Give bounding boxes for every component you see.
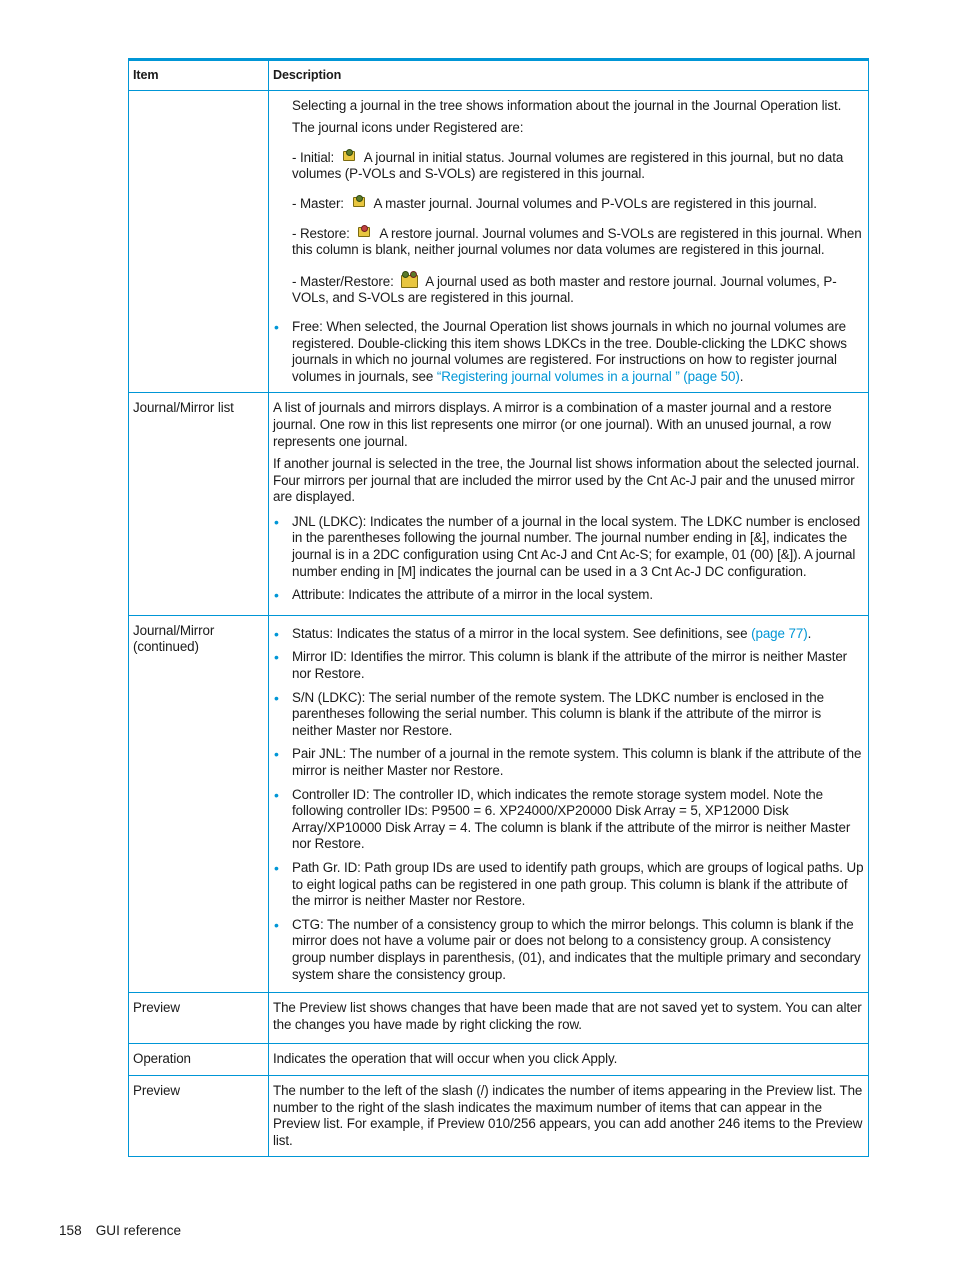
bullet-icon: • [274,859,279,876]
cross-reference-link[interactable]: (page 77) [751,625,808,641]
icon-label: - Initial: [292,149,335,165]
list-item [273,690,864,740]
bullet-icon: • [274,916,279,933]
table-header-row [129,60,869,91]
page-number: 158 [59,1223,82,1238]
section-title: GUI reference [95,1223,182,1238]
list-item-text: Status: Indicates the status of a mirror in the local system. See definitions, see [292,625,748,641]
bullet-icon: • [274,587,279,604]
bullet-icon: • [274,786,279,803]
icon-description: A journal used as both master and restore journal. Journal volumes, P-VOLs, and S-VOLs are registered in this journal. [292,273,837,306]
icon-description: A master journal. Journal volumes and P-VOLs are registered in this journal. [373,195,817,211]
table-row [129,1044,869,1076]
list-item-text: Attribute: Indicates the attribute of a mirror in the local system. [292,587,653,603]
bullet-icon: • [274,318,279,335]
bullet-list [273,514,864,604]
table-row [129,90,869,393]
list-item-text: S/N (LDKC): The serial number of the remote system. The LDKC number is enclosed in the parentheses following the serial number. This column is blank if the attribute of the mirror is neither Master nor Restore. [292,689,824,738]
icon-description: A restore journal. Journal volumes and S-VOLs are registered in this journal. When this column is blank, neither journal volumes nor data volumes are registered in this journal. [292,225,862,258]
item-cell: Preview [129,993,269,1044]
description-cell [269,393,869,616]
list-item-text: JNL (LDKC): Indicates the number of a journal in the local system. The LDKC number is enclosed in the parentheses following the journal number. The journal number ending in [&], indicates the journal is in a 2DC configuration using Cnt Ac-J and Cnt Ac-S; for example, 01 (00) [&]). A journal number ending in [M] indicates the journal can be used in a 3 Cnt Ac-J DC configuration. [292,513,861,579]
list-item [273,319,864,385]
icon-definition-restore [273,225,864,259]
paragraph: The journal icons under Registered are: [292,120,524,136]
bullet-icon: • [274,746,279,763]
table-row [129,615,869,992]
item-cell: Journal/Mirror list [129,393,269,616]
bullet-icon: • [274,625,279,642]
journal-initial-icon [342,149,357,163]
bullet-icon: • [274,689,279,706]
table-row [129,1075,869,1156]
journal-master-icon [352,195,367,209]
list-item-end: . [739,368,744,384]
list-item-text: Path Gr. ID: Path group IDs are used to identify path groups, which are groups of logical paths. Up to eight logical paths can be registered in one path group. This column is blank if the attribute of the mirror is neither Master nor Restore. [292,859,864,909]
list-item [273,917,864,983]
description-cell: The Preview list shows changes that have been made that are not saved yet to system. You can alter the changes you have made by right clicking the row. [269,993,869,1044]
icon-description: A journal in initial status. Journal volumes are registered in this journal, but no data volumes (P-VOLs and S-VOLs) are registered in this journal. [292,149,844,182]
item-cell: Operation [129,1044,269,1076]
list-item-text: Free: When selected, the Journal Operation list shows journals in which no journal volumes are registered. Double-clicking this item shows LDKCs in the tree. Double-clicking the LDKC shows journals in which no journal volumes are registered. For instructions on how to register journal volumes in journals, see [292,318,847,384]
paragraph: A list of journals and mirrors displays. A mirror is a combination of a master journal and a restore journal. One row in this list represents one mirror (or one journal). With an unused journal, a row represents one journal. [273,400,832,449]
icon-definition-master [273,195,864,213]
item-cell [129,90,269,393]
list-item [273,787,864,853]
column-header-item: Item [129,60,269,91]
bullet-icon: • [274,649,279,666]
list-item [273,587,864,604]
list-item [273,649,864,682]
list-item-text: Mirror ID: Identifies the mirror. This column is blank if the attribute of the mirror is neither Master nor Restore. [292,649,848,682]
gui-reference-table [128,58,869,1157]
bullet-list [273,319,864,385]
icon-label: - Restore: [292,225,350,241]
item-cell: Preview [129,1075,269,1156]
list-item-text: Controller ID: The controller ID, which indicates the remote storage system model. Note the following controller IDs: P9500 = 6. XP24000/XP20000 Disk Array = 5, XP12000 Disk Array/XP10000 Disk Array = 4. The column is blank if the attribute of the mirror is neither Master nor Restore. [292,786,851,852]
list-item [273,514,864,580]
list-item-text: CTG: The number of a consistency group to which the mirror belongs. This column is blank if the mirror does not have a volume pair or does not belong to a consistency group. A consistency group number displays in parenthesis, (01), and indicates that the multiple primary and secondary system share the consistency group. [292,916,861,982]
cross-reference-link[interactable]: “Registering journal volumes in a journal ” (page 50) [436,368,740,384]
list-item [273,860,864,910]
description-cell [269,90,869,393]
table-row [129,993,869,1044]
icon-definition-initial [273,149,864,183]
list-item-end: . [807,625,812,641]
icon-label: - Master/Restore: [292,273,394,289]
list-item [273,626,864,643]
paragraph: Selecting a journal in the tree shows information about the journal in the Journal Operation list. [292,97,842,113]
table-row [129,393,869,616]
list-item [273,746,864,779]
item-cell: Journal/Mirror (continued) [129,615,269,992]
icon-label: - Master: [292,195,344,211]
bullet-icon: • [274,513,279,530]
description-cell: Indicates the operation that will occur when you click Apply. [269,1044,869,1076]
paragraph: If another journal is selected in the tree, the Journal list shows information about the selected journal. Four mirrors per journal that are included the mirror used by the Cnt Ac-J pair and the unused mirror are displayed. [273,456,860,505]
bullet-list [273,626,864,983]
page-footer [59,1223,181,1238]
description-cell [269,615,869,992]
icon-definition-master-restore [273,271,864,307]
column-header-description: Description [269,60,869,91]
description-cell: The number to the left of the slash (/) indicates the number of items appearing in the Preview list. The number to the right of the slash indicates the maximum number of items that can appear in the Preview list. For example, if Preview 010/256 appears, you can add another 246 items to the Preview list. [269,1075,869,1156]
journal-restore-icon [357,225,372,239]
journal-master-restore-icon [400,271,420,289]
list-item-text: Pair JNL: The number of a journal in the remote system. This column is blank if the attribute of the mirror is neither Master nor Restore. [292,746,862,778]
